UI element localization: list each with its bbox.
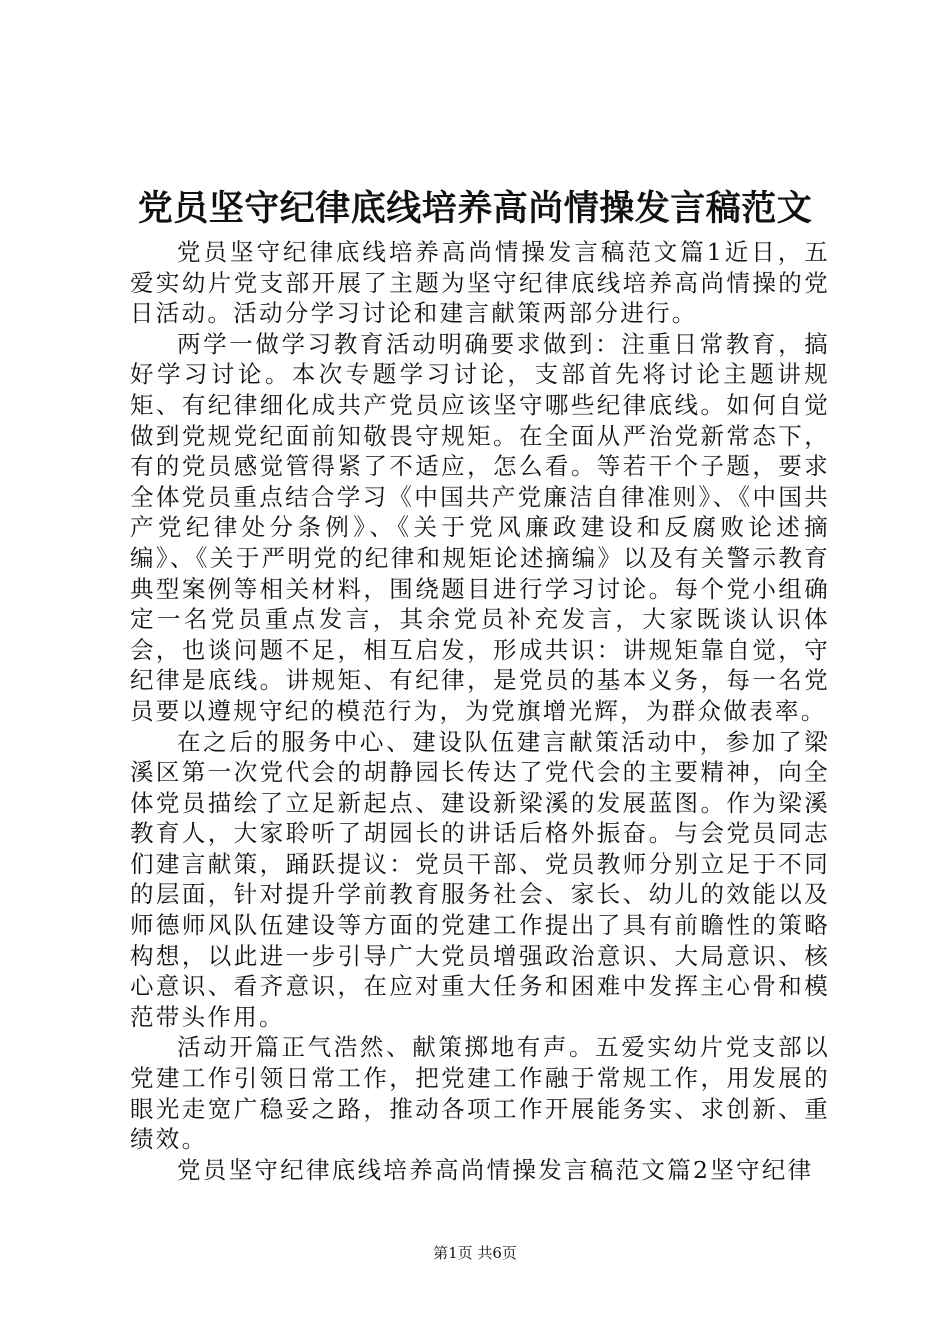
document-title: 党员坚守纪律底线培养高尚情操发言稿范文 (137, 189, 813, 229)
paragraph-1: 党员坚守纪律底线培养高尚情操发言稿范文篇1近日，五爱实幼片党支部开展了主题为坚守纪律底线培养高尚情操的党日活动。活动分学习讨论和建言献策两部分进行。 (130, 238, 830, 328)
paragraph-2: 两学一做学习教育活动明确要求做到：注重日常教育，搞好学习讨论。本次专题学习讨论，支部首先将讨论主题讲规矩、有纪律细化成共产党员应该坚守哪些纪律底线。如何自觉做到党规党纪面前知敬畏守规矩。在全面从严治党新常态下，有的党员感觉管得紧了不适应，怎么看。等若干个子题，要求全体党员重点结合学习《中国共产党廉洁自律准则》、《中国共产党纪律处分条例》、《关于党风廉政建设和反腐败论述摘编》、《关于严明党的纪律和规矩论述摘编》以及有关警示教育典型案例等相关材料，围绕题目进行学习讨论。每个党小组确定一名党员重点发言，其余党员补充发言，大家既谈认识体会，也谈问题不足，相互启发，形成共识：讲规矩靠自觉，守纪律是底线。讲规矩、有纪律，是党员的基本义务，每一名党员要以遵规守纪的模范行为，为党旗增光辉，为群众做表率。 (130, 329, 830, 725)
paragraph-3: 在之后的服务中心、建设队伍建言献策活动中，参加了梁溪区第一次党代会的胡静园长传达了党代会的主要精神，向全体党员描绘了立足新起点、建设新梁溪的发展蓝图。作为梁溪教育人，大家聆听了胡园长的讲话后格外振奋。与会党员同志们建言献策，踊跃提议：党员干部、党员教师分别立足于不同的层面，针对提升学前教育服务社会、家长、幼儿的效能以及师德师风队伍建设等方面的党建工作提出了具有前瞻性的策略构想，以此进一步引导广大党员增强政治意识、大局意识、核心意识、看齐意识，在应对重大任务和困难中发挥主心骨和模范带头作用。 (130, 727, 830, 1031)
paragraph-4: 活动开篇正气浩然、献策掷地有声。五爱实幼片党支部以党建工作引领日常工作，把党建工作融于常规工作，用发展的眼光走宽广稳妥之路，推动各项工作开展能务实、求创新、重绩效。 (130, 1033, 830, 1154)
document-body (130, 237, 830, 1185)
page-footer: 第1页 共6页 (433, 1244, 517, 1262)
paragraph-5: 党员坚守纪律底线培养高尚情操发言稿范文篇2坚守纪律 (177, 1155, 814, 1184)
